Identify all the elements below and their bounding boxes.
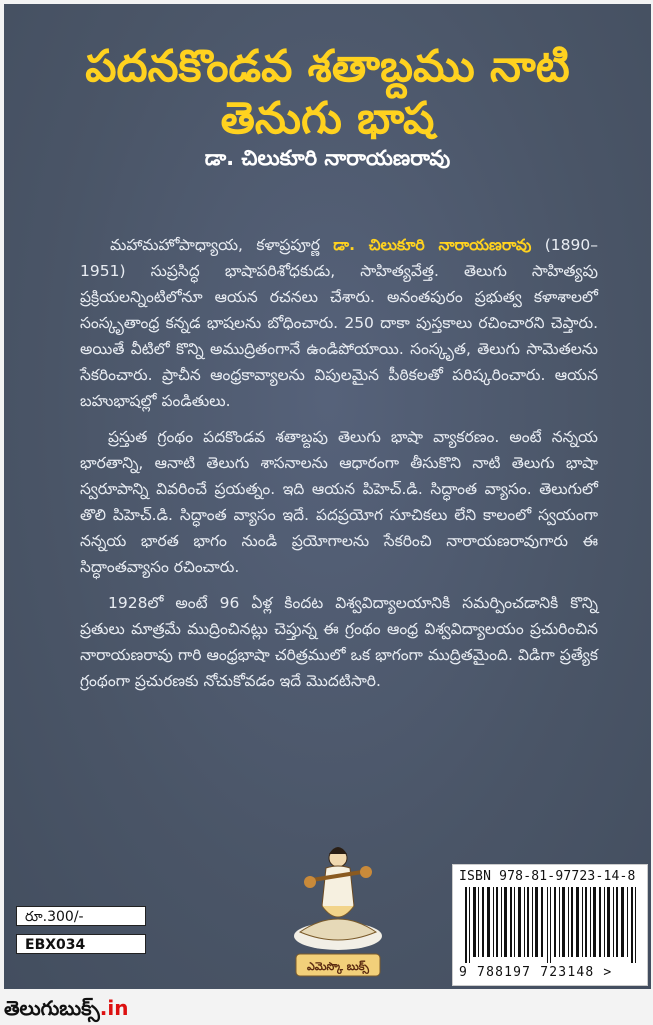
barcode-icon bbox=[463, 887, 639, 963]
barcode-number: 9 788197 723148 > bbox=[459, 965, 613, 980]
intro-prefix: మహామహోపాధ్యాయ, కళాప్రపూర్ణ bbox=[110, 236, 334, 254]
price-label: రూ.300/- bbox=[16, 906, 146, 926]
publisher-banner: ఎమెస్కొ బుక్స్ bbox=[307, 960, 369, 973]
blurb bbox=[80, 232, 598, 704]
book-title-line-2: తెనుగు భాష bbox=[220, 93, 435, 144]
back-cover bbox=[4, 4, 651, 989]
isbn-text: ISBN 978-81-97723-14-8 bbox=[459, 869, 636, 884]
paragraph-1-text: (1890–1951) సుప్రసిద్ధ భాషాపరిశోధకుడు, సాహిత్యవేత్త. తెలుగు సాహిత్యపు ప్రక్రియలన్నింటిలోనూ ఆయన రచనలు చేశారు. అనంతపురం ప్రభుత్వ కళాశాలలో సంస్కృతాంధ్ర కన్నడ భాషలను బోధించారు. 250 దాకా పుస్తకాలు రచించారని చెప్తారు. అయితే వీటిలో కొన్ని అముద్రితంగానే ఉండిపోయాయి. సంస్కృత, తెలుగు సామెతలను సేకరించారు. ప్రాచీన ఆంధ్రకావ్యాలను విపులమైన పీఠికలతో పరిష్కరించారు. ఆయన బహుభాషల్లో పండితులు. bbox=[80, 236, 598, 410]
blurb-paragraph-2: ప్రస్తుత గ్రంథం పదకొండవ శతాబ్దపు తెలుగు భాషా వ్యాకరణం. అంటే నన్నయ భారతాన్ని, ఆనాటి తెలుగు శాసనాలను ఆధారంగా తీసుకొని నాటి తెలుగు భాషా స్వరూపాన్ని వివరించే ప్రయత్నం. ఇది ఆయన పిహెచ్.డి. సిద్ధాంత వ్యాసం. తెలుగులో తొలి పిహెచ్.డి. సిద్ధాంత వ్యాసం ఇదే. పదప్రయోగ సూచికలు లేని కాలంలో స్వయంగా నన్నయ భారత భాగం నుండి ప్రయోగాలను సేకరించి నారాయణరావుగారు ఈ సిద్ధాంతవ్యాసం రచించారు. bbox=[80, 428, 598, 576]
book-title-line-1: పదనకొండవ శతాబ్దము నాటి bbox=[85, 41, 570, 92]
intro-author-highlight: డా. చిలుకూరి నారాయణరావు bbox=[333, 236, 532, 254]
site-name: తెలుగుబుక్స్ bbox=[4, 996, 100, 1020]
blurb-paragraph-3: 1928లో అంటే 96 ఏళ్ల కిందట విశ్వవిద్యాలయానికి సమర్పించడానికి కొన్ని ప్రతులు మాత్రమే ముద్రించినట్లు చెప్తున్న ఈ గ్రంథం ఆంధ్ర విశ్వవిద్యాలయం ప్రచురించిన నారాయణరావు గారి ఆంధ్రభాషా చరిత్రములో ఒక భాగంగా ముద్రితమైంది. విడిగా ప్రత్యేక గ్రంథంగా ప్రచురణకు నోచుకోవడం ఇదే మొదటిసారి. bbox=[80, 594, 598, 690]
book-code: EBX034 bbox=[16, 934, 146, 954]
site-watermark bbox=[4, 996, 128, 1025]
publisher-logo-saraswati-icon bbox=[282, 836, 394, 982]
blurb-paragraph-1 bbox=[80, 232, 598, 414]
author-name: డా. చిలుకూరి నారాయణరావు bbox=[204, 146, 451, 170]
site-suffix: .in bbox=[99, 996, 129, 1020]
isbn-barcode-block bbox=[452, 864, 648, 986]
